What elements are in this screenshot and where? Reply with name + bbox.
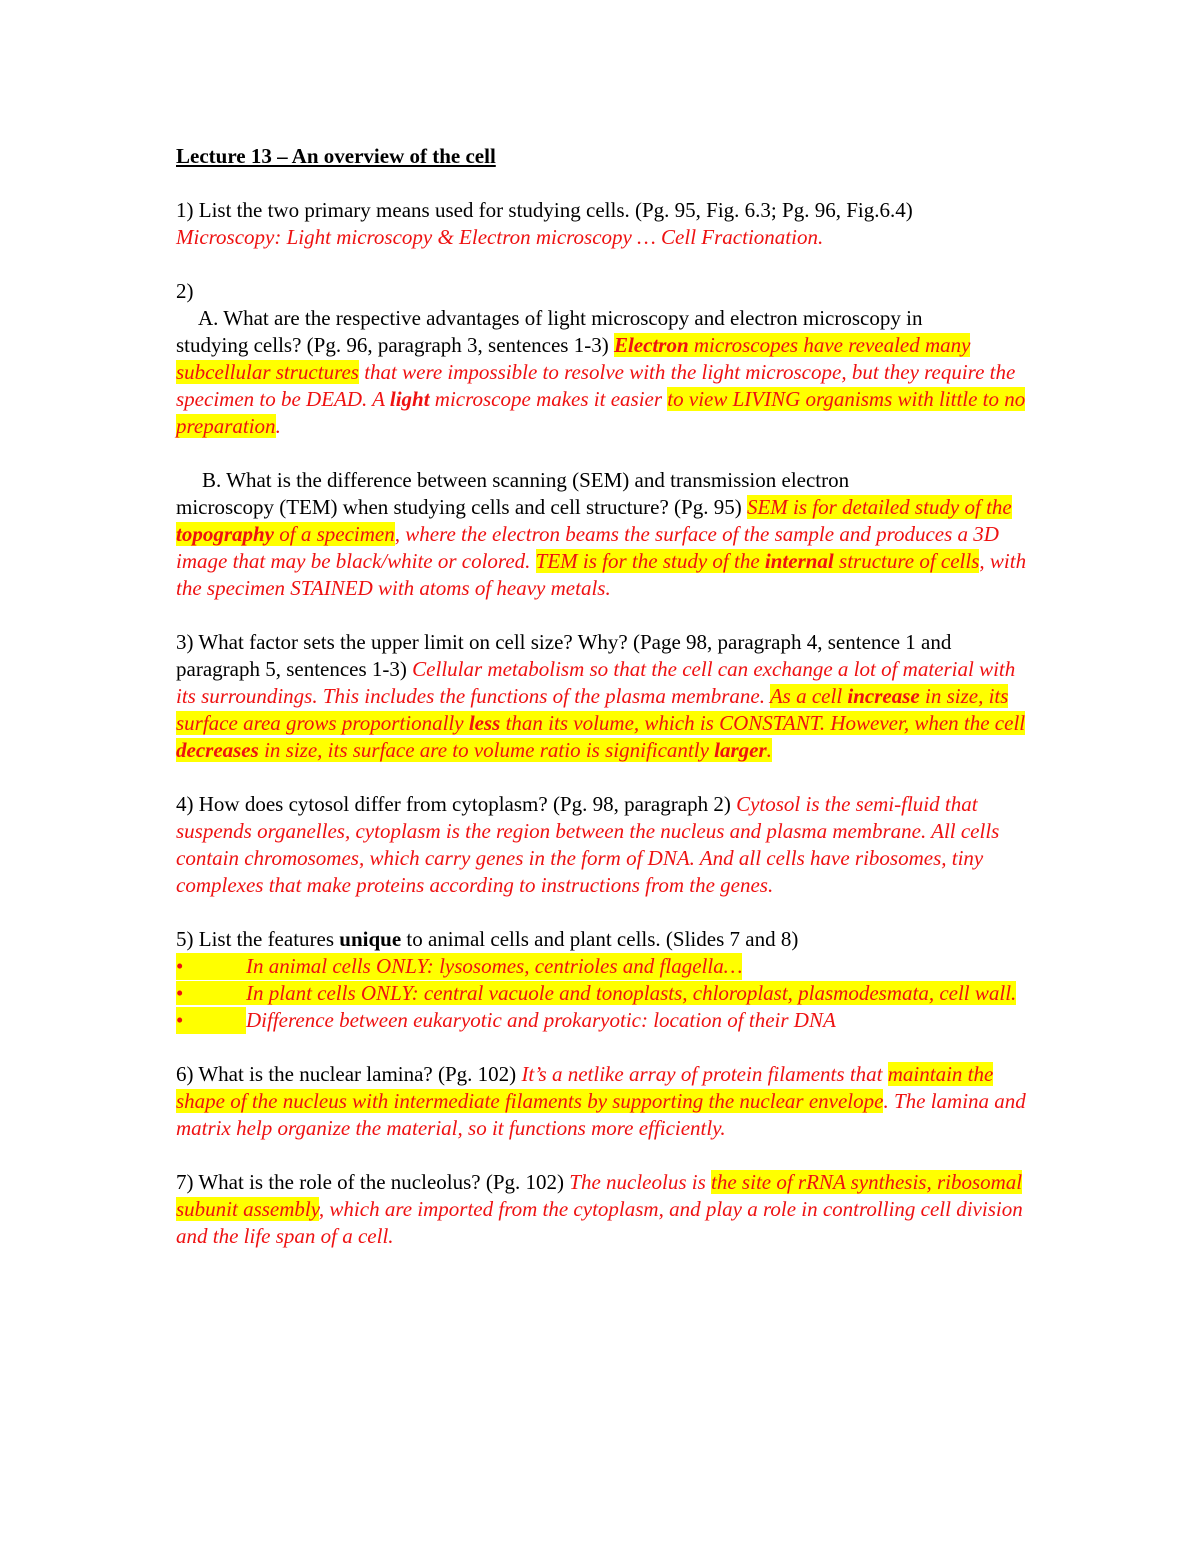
answer-5-difference: Difference between eukaryotic and prokaryotic: location of their DNA xyxy=(246,1008,836,1032)
answer-2b-emph-internal: internal xyxy=(764,549,834,573)
answer-5-plant-features: central vacuole and tonoplasts, chloroplast, plasmodesmata, cell wall. xyxy=(423,981,1017,1005)
question-2a-text-line2: studying cells? (Pg. 96, paragraph 3, sentences 1-3) xyxy=(176,333,614,357)
answer-6-highlight: maintain the shape of the nucleus with intermediate filaments by supporting the nuclear envelope xyxy=(176,1062,994,1113)
answer-2b-emph-topography: topography xyxy=(176,522,275,546)
answer-2b-highlight-1: SEM is for detailed study of the xyxy=(746,495,1012,519)
answer-4: Cytosol is the semi-fluid that suspends organelles, cytoplasm is the region between the nucleus and plasma membrane. All cells contain chromosomes, which carry genes in the form of DNA. And all cells have ribosomes, tiny complexes that make proteins according to instructions from the genes. xyxy=(176,792,1000,897)
list-item xyxy=(176,953,742,980)
question-3 xyxy=(176,629,1036,764)
answer-5-animal-end: … xyxy=(723,954,743,978)
list-item xyxy=(176,1007,1036,1034)
answer-6-text-1: It’s a netlike array of protein filaments that xyxy=(521,1062,888,1086)
answer-3-emph-less: less xyxy=(468,711,501,735)
answer-1: Microscopy: Light microscopy & Electron microscopy … Cell Fractionation. xyxy=(176,225,824,249)
list-item-text xyxy=(246,953,742,980)
document-body xyxy=(176,143,1036,1250)
answer-7-text-2: , which are imported from the cytoplasm, and play a role in controlling cell division and the life span of a cell. xyxy=(176,1197,1023,1248)
answer-2a-end: . xyxy=(275,414,281,438)
answer-5-animal-label: In animal cells ONLY: xyxy=(246,954,440,978)
answer-2b-text-2: , with the specimen STAINED with atoms of heavy metals. xyxy=(176,549,1027,600)
question-5-text-pre: 5) List the features xyxy=(176,927,340,951)
question-5-text-post: to animal cells and plant cells. (Slides 7 and 8) xyxy=(401,927,799,951)
answer-2b-highlight-2: of a specimen xyxy=(274,522,395,546)
answer-2a-highlight-1: microscopes have revealed many subcellular structures xyxy=(176,333,971,384)
question-7-text: 7) What is the role of the nucleolus? (Pg. 102) xyxy=(176,1170,570,1194)
answer-2a-emph-light: light xyxy=(389,387,430,411)
answer-2b-text-1: , where the electron beams the surface of the sample and produces a 3D image that may be black/white or colored. xyxy=(176,522,999,573)
page-title: Lecture 13 – An overview of the cell xyxy=(176,144,496,168)
question-7 xyxy=(176,1169,1036,1250)
question-3-text: 3) What factor sets the upper limit on cell size? Why? (Page 98, paragraph 4, sentence 1 and paragraph 5, sentences 1-3) xyxy=(176,630,952,681)
answer-2a-emph-electron: Electron xyxy=(613,333,689,357)
answer-5-plant-label: In plant cells ONLY: xyxy=(246,981,424,1005)
answer-3-highlight-4: in size, its surface are to volume ratio is significantly xyxy=(258,738,715,762)
question-2b xyxy=(176,467,1036,602)
answer-7-highlight: the site of rRNA synthesis, ribosomal subunit assembly xyxy=(176,1170,1023,1221)
answer-2a-text-2: microscope makes it easier xyxy=(429,387,668,411)
question-5 xyxy=(176,926,1036,953)
answer-3-end: . xyxy=(766,738,772,762)
list-item-text xyxy=(176,981,1016,1005)
answer-2b-highlight-4: structure of cells xyxy=(833,549,980,573)
answer-3-emph-increase: increase xyxy=(847,684,920,708)
bullet-icon: • xyxy=(176,954,184,978)
question-6 xyxy=(176,1061,1036,1142)
answer-2a-highlight-2: to view LIVING organisms with little to no preparation xyxy=(176,387,1026,438)
answer-3-emph-decreases: decreases xyxy=(176,738,259,762)
question-2a-text-line1: A. What are the respective advantages of light microscopy and electron microscopy in xyxy=(198,306,923,330)
answer-3-emph-larger: larger xyxy=(714,738,767,762)
answer-6-text-2: . The lamina and matrix help organize the material, so it functions more efficiently. xyxy=(176,1089,1026,1140)
question-2b-text-line1: B. What is the difference between scanning (SEM) and transmission electron xyxy=(202,468,850,492)
question-5-text-bold: unique xyxy=(339,927,402,951)
answer-7-text-1: The nucleolus is xyxy=(569,1170,712,1194)
answer-3-highlight-3: than its volume, which is CONSTANT. However, when the cell xyxy=(500,711,1026,735)
question-4 xyxy=(176,791,1036,899)
question-1-text: 1) List the two primary means used for studying cells. (Pg. 95, Fig. 6.3; Pg. 96, Fig.6.4) xyxy=(176,198,913,222)
answer-5-animal-features: lysosomes, centrioles and flagella xyxy=(439,954,724,978)
answer-3-highlight-2: in size, its surface area grows proportionally xyxy=(176,684,1009,735)
answer-2a-text-1: that were impossible to resolve with the light microscope, but they require the specimen to be DEAD. A xyxy=(176,360,1016,411)
answer-5-list xyxy=(176,953,1036,1034)
question-2b-text-line2: microscopy (TEM) when studying cells and cell structure? (Pg. 95) xyxy=(176,495,747,519)
bullet-icon: • xyxy=(176,1007,246,1034)
answer-3-text-1: Cellular metabolism so that the cell can exchange a lot of material with its surroundings. This includes the functions of the plasma membrane. xyxy=(176,657,1016,708)
question-1 xyxy=(176,197,1036,251)
answer-3-highlight-1: As a cell xyxy=(769,684,848,708)
question-2a xyxy=(176,305,1036,440)
bullet-icon: • xyxy=(176,981,184,1005)
question-6-text: 6) What is the nuclear lamina? (Pg. 102) xyxy=(176,1062,522,1086)
question-2-number: 2) xyxy=(176,279,194,303)
question-4-text: 4) How does cytosol differ from cytoplasm? (Pg. 98, paragraph 2) xyxy=(176,792,737,816)
answer-2b-highlight-3: TEM is for the study of the xyxy=(535,549,765,573)
list-item xyxy=(176,980,1036,1007)
